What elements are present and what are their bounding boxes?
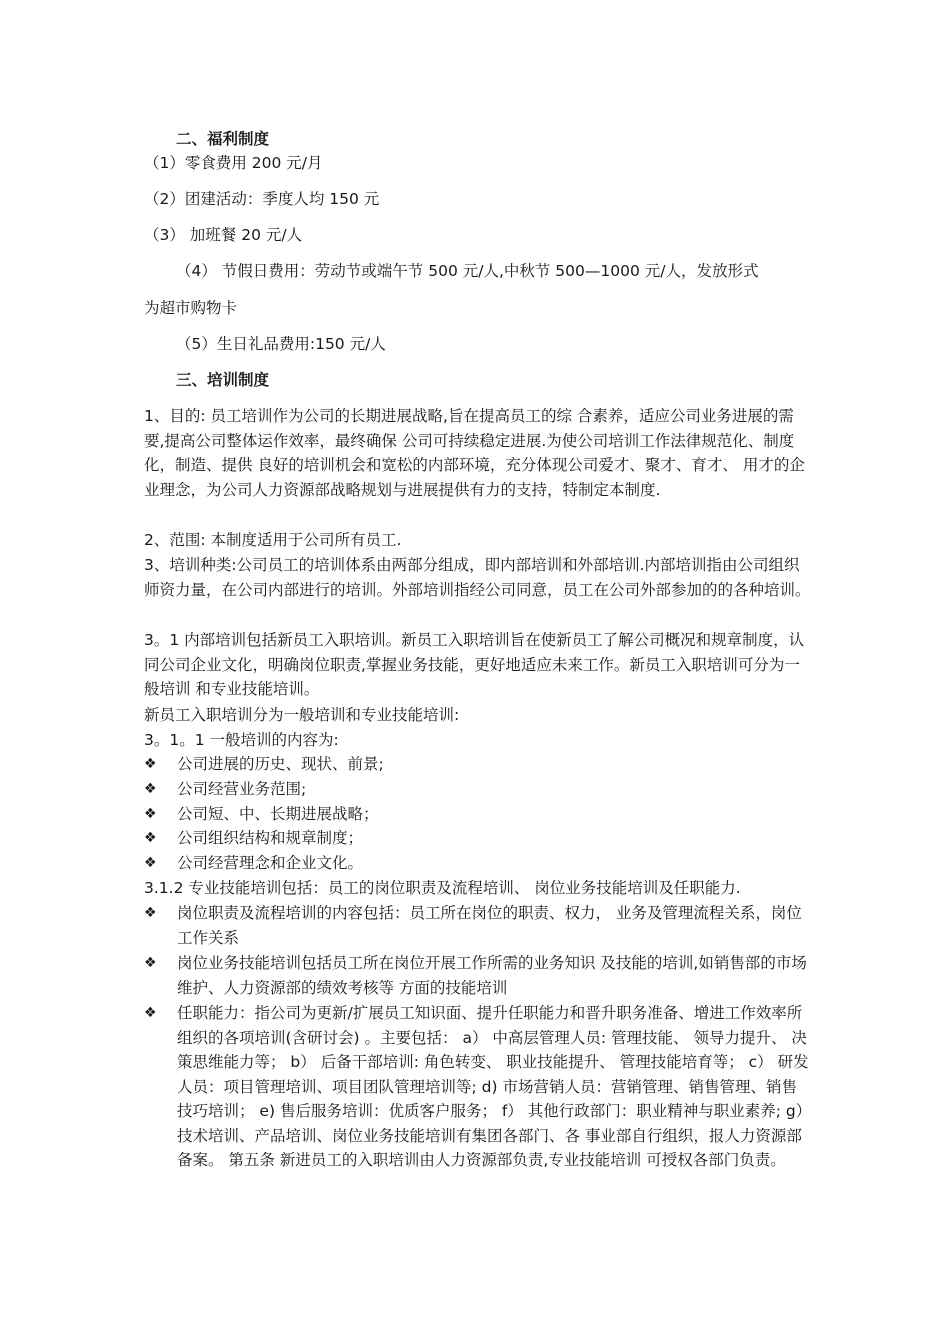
diamond-bullet-icon: ❖ <box>144 855 157 871</box>
list-item: ❖ 公司短、中、长期进展战略； <box>144 802 812 827</box>
training-purpose: 1、目的: 员工培训作为公司的长期进展战略,旨在提高员工的综 合素养，适应公司业务进展的需要,提高公司整体运作效率，最终确保 公司可持续稳定进展.为使公司培训工作法律规范化、制度化，制造、提供 良好的培训机会和宽松的内部环境，充分体现公司爱才、聚才、育才、 用才的企业理念，为公司人力资源部战略规划与进展提供有力的支持，特制定本制度. <box>144 407 805 499</box>
diamond-bullet-icon: ❖ <box>144 1005 157 1021</box>
skill-training-title: 3.1.2 专业技能培训包括：员工的岗位职责及流程培训、 岗位业务技能培训及任职能力. <box>144 879 741 897</box>
welfare-item: （1）零食费用 200 元/月 <box>144 154 323 172</box>
list-item: ❖ 岗位业务技能培训包括员工所在岗位开展工作所需的业务知识 及技能的培训,如销售部的市场维护、人力资源部的绩效考核等 方面的技能培训 <box>144 951 812 1000</box>
list-item: ❖ 公司经营理念和企业文化。 <box>144 851 812 876</box>
list-item: ❖ 公司经营业务范围; <box>144 777 812 802</box>
training-internal: 3。1 内部培训包括新员工入职培训。新员工入职培训旨在使新员工了解公司概况和规章制度，认同公司企业文化，明确岗位职责,掌握业务技能，更好地适应未来工作。新员工入职培训可分为一般培训 和专业技能培训。 <box>144 631 805 698</box>
list-item: ❖ 公司组织结构和规章制度； <box>144 826 812 851</box>
list-item: ❖ 任职能力：指公司为更新/扩展员工知识面、提升任职能力和晋升职务准备、增进工作效率所组织的各项培训(含研讨会) 。主要包括： a） 中高层管理人员: 管理技能、 领导力提升、 决策思维能力等； b） 后备干部培训: 角色转变、 职业技能提升、 管理技能培育等； c） 研发人员：项目管理培训、项目团队管理培训等; d) 市场营销人员：营销管理、销售管理、销售技巧培训； e) 售后服务培训：优质客户服务； f） 其他行政部门：职业精神与职业素养; g） 技术培训、产品培训、岗位业务技能培训有集团各部门、各 事业部自行组织，报人力资源部备案。 第五条 新进员工的入职培训由人力资源部负责,专业技能培训 可授权各部门负责。 <box>144 1001 812 1173</box>
training-heading: 三、培训制度 <box>176 371 270 389</box>
diamond-bullet-icon: ❖ <box>144 955 157 971</box>
welfare-item: （4） 节假日费用：劳动节或端午节 500 元/人,中秋节 500—1000 元/人，发放形式 <box>176 262 759 280</box>
welfare-item: （3） 加班餐 20 元/人 <box>144 226 303 244</box>
diamond-bullet-icon: ❖ <box>144 830 157 846</box>
welfare-item-continuation: 为超市购物卡 <box>144 299 238 317</box>
diamond-bullet-icon: ❖ <box>144 781 157 797</box>
training-types: 3、培训种类:公司员工的培训体系由两部分组成，即内部培训和外部培训.内部培训指由公司组织师资力量，在公司内部进行的培训。外部培训指经公司同意，员工在公司外部参加的的各种培训。 <box>144 556 811 599</box>
diamond-bullet-icon: ❖ <box>144 756 157 772</box>
welfare-item: （2）团建活动：季度人均 150 元 <box>144 190 380 208</box>
list-item: ❖ 公司进展的历史、现状、前景; <box>144 752 812 777</box>
list-item: ❖ 岗位职责及流程培训的内容包括：员工所在岗位的职责、权力， 业务及管理流程关系，岗位工作关系 <box>144 901 812 950</box>
diamond-bullet-icon: ❖ <box>144 806 157 822</box>
training-split: 新员工入职培训分为一般培训和专业技能培训: <box>144 706 460 724</box>
welfare-item: （5）生日礼品费用:150 元/人 <box>176 335 386 353</box>
general-training-title: 3。1。1 一般培训的内容为: <box>144 731 339 749</box>
training-scope: 2、范围: 本制度适用于公司所有员工. <box>144 531 402 549</box>
diamond-bullet-icon: ❖ <box>144 905 157 921</box>
welfare-heading: 二、福利制度 <box>176 130 270 148</box>
